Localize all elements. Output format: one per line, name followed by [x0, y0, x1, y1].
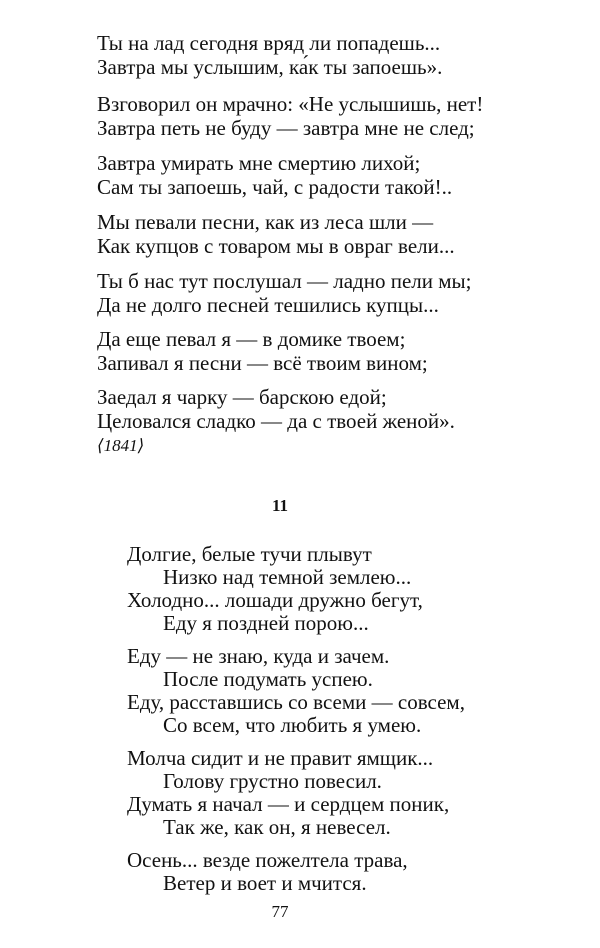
poem-line: Еду — не знаю, куда и зачем.	[127, 644, 390, 668]
poem-line: Думать я начал — и сердцем поник,	[127, 792, 450, 816]
poem-line: Еду, расставшись со всеми — совсем,	[127, 690, 465, 714]
poem-line: Осень... везде пожелтела трава,	[127, 848, 408, 872]
poem-number: 11	[271, 496, 289, 515]
poem-line: Низко над темной землею...	[163, 565, 412, 589]
poem-line: Еду я поздней порою...	[163, 611, 369, 635]
poem-line: Завтра мы услышим, ка́к ты запоешь».	[97, 55, 443, 79]
poem-line: Ты на лад сегодня вряд ли попадешь...	[97, 31, 441, 55]
poem-line: Долгие, белые тучи плывут	[127, 542, 372, 566]
poem-line: Молча сидит и не правит ямщик...	[127, 746, 434, 770]
poem-line: Взговорил он мрачно: «Не услышишь, нет!	[97, 92, 484, 116]
poem-line: Заедал я чарку — барскою едой;	[97, 385, 387, 409]
poem-line: После подумать успею.	[163, 667, 373, 691]
poem-line: Да еще певал я — в домике твоем;	[97, 327, 406, 351]
poem-line: Ты б нас тут послушал — ладно пели мы;	[97, 269, 472, 293]
poem-line: Со всем, что любить я умею.	[163, 713, 422, 737]
poem-line: Целовался сладко — да с твоей женой».	[97, 409, 455, 433]
poem-line: Сам ты запоешь, чай, с радости такой!..	[97, 175, 453, 199]
poem-date: ⟨1841⟩	[97, 436, 145, 455]
poem-line: Мы певали песни, как из леса шли —	[97, 210, 434, 234]
poem-line: Ветер и воет и мчится.	[163, 871, 367, 895]
poem-line: Как купцов с товаром мы в овраг вели...	[97, 234, 455, 258]
page-number: 77	[271, 902, 289, 921]
poem-line: Да не долго песней тешились купцы...	[97, 293, 439, 317]
poem-line: Холодно... лошади дружно бегут,	[127, 588, 423, 612]
poem-line: Завтра умирать мне смертию лихой;	[97, 151, 421, 175]
poem-line: Голову грустно повесил.	[163, 769, 382, 793]
poem-line: Так же, как он, я невесел.	[163, 815, 391, 839]
poem-line: Завтра петь не буду — завтра мне не след;	[97, 116, 475, 140]
poem-line: Запивал я песни — всё твоим вином;	[97, 351, 428, 375]
